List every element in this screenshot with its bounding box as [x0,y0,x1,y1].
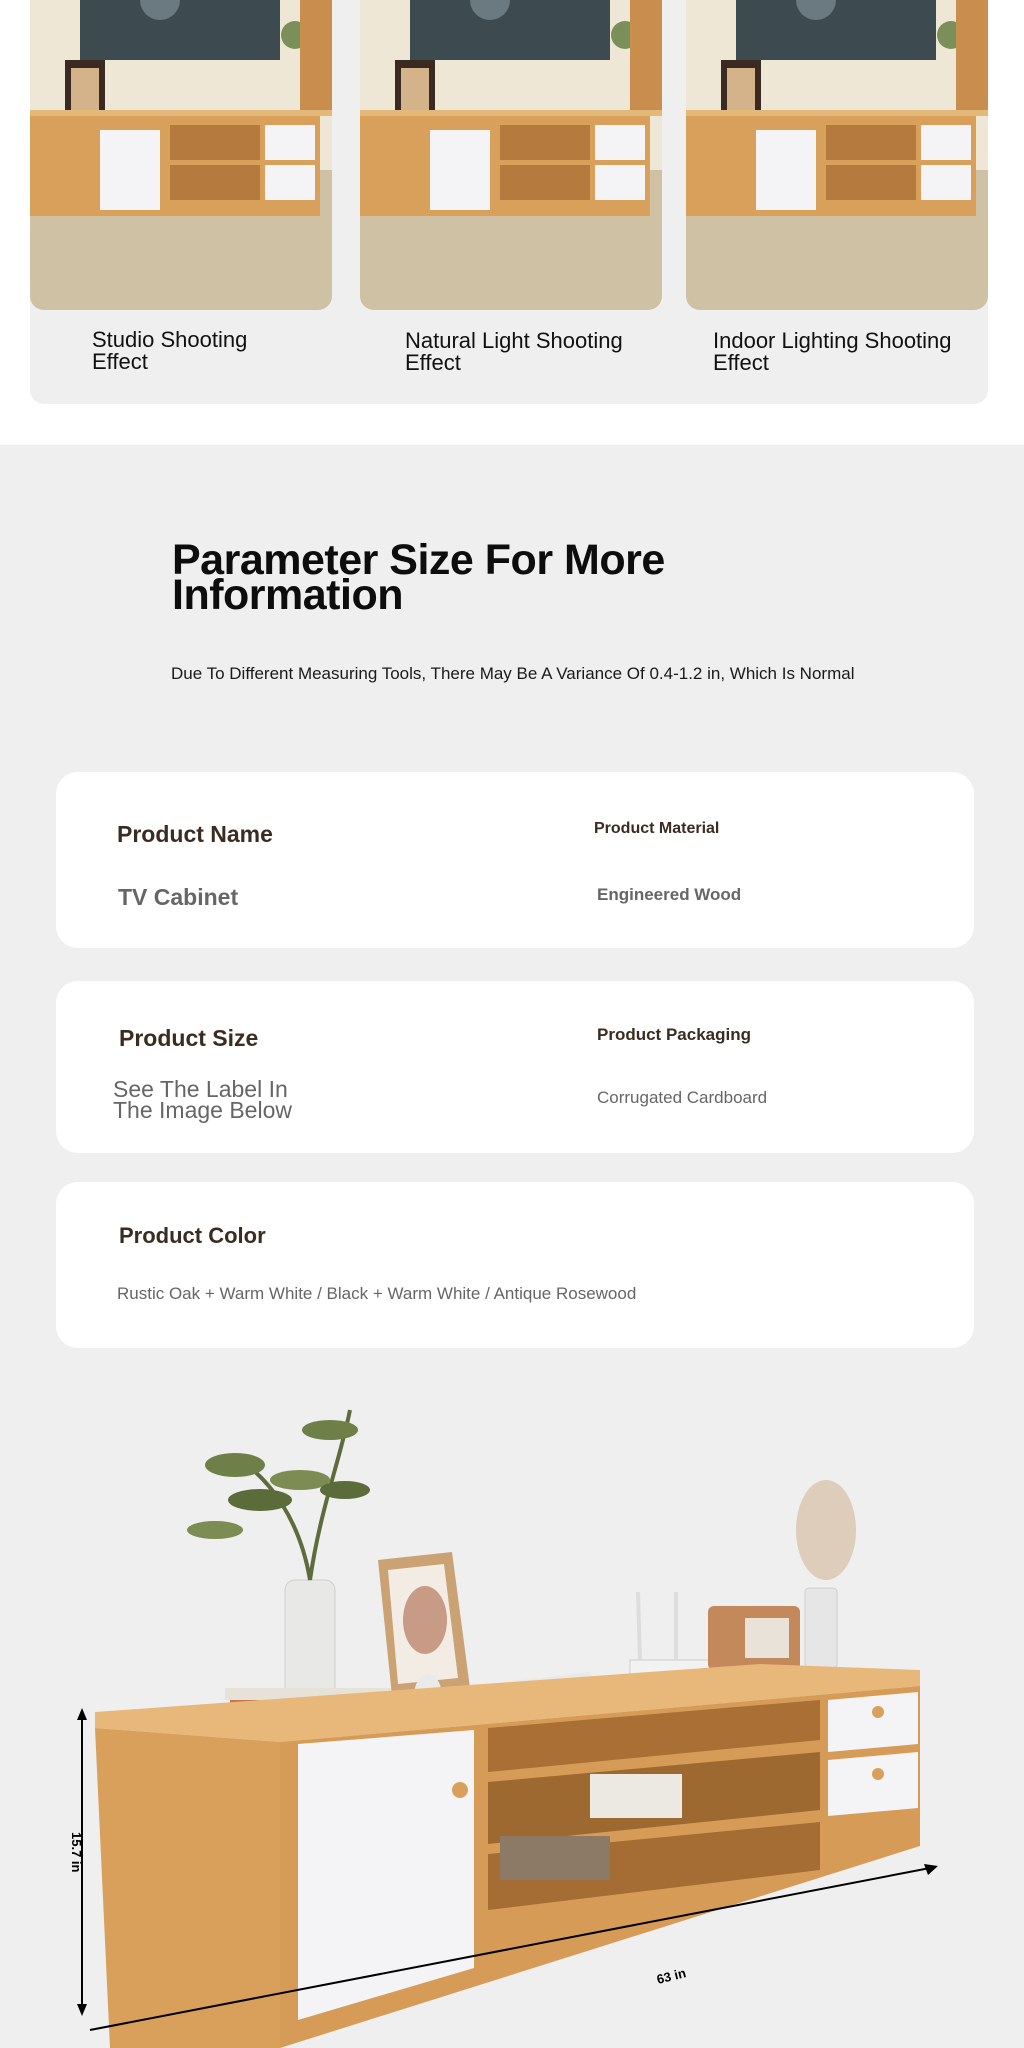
gallery-section [0,0,1024,445]
product-color-card [56,1182,974,1348]
product-packaging-label: Product Packaging [597,1025,751,1044]
drawer-upper [828,1692,918,1752]
indoor-lighting-shot-image [686,0,988,310]
drawer-lower [828,1752,918,1816]
tv-cabinet-dimension-illustration [0,1370,1024,2048]
radio-decor [590,1774,682,1818]
studio-shot-caption: Studio Shooting Effect [92,327,248,374]
product-size-label: Product Size [119,1025,259,1051]
router-radio-decor [630,1480,856,1690]
drawer-knob [872,1706,884,1718]
product-color-value: Rustic Oak + Warm White / Black + Warm White / Antique Rosewood [117,1284,637,1303]
product-size-value: See The Label In The Image Below [113,1076,292,1123]
indoor-lighting-shot-caption: Indoor Lighting Shooting Effect [713,328,952,375]
product-packaging-value: Corrugated Cardboard [597,1088,768,1107]
parameter-section-title: Parameter Size For More Information [172,536,665,619]
product-size-card [56,981,974,1153]
product-name-value: TV Cabinet [118,884,239,910]
studio-shot-image [30,0,332,310]
product-name-card [56,772,974,948]
product-material-label: Product Material [594,820,720,837]
product-name-label: Product Name [117,821,273,847]
measurement-variance-note: Due To Different Measuring Tools, There May Be A Variance Of 0.4-1.2 in, Which Is Normal [171,664,855,683]
natural-light-shot-image [360,0,662,310]
product-color-label: Product Color [119,1223,266,1248]
product-material-value: Engineered Wood [597,885,742,904]
width-dimension-label: 63 in [655,1965,688,1987]
natural-light-shot-caption: Natural Light Shooting Effect [405,328,623,375]
cabinet-left-side [95,1728,280,2048]
height-dimension-label: 15.7 in [69,1832,84,1873]
door-knob [452,1782,468,1798]
drawer-knob [872,1768,884,1780]
basket-decor [500,1836,610,1880]
